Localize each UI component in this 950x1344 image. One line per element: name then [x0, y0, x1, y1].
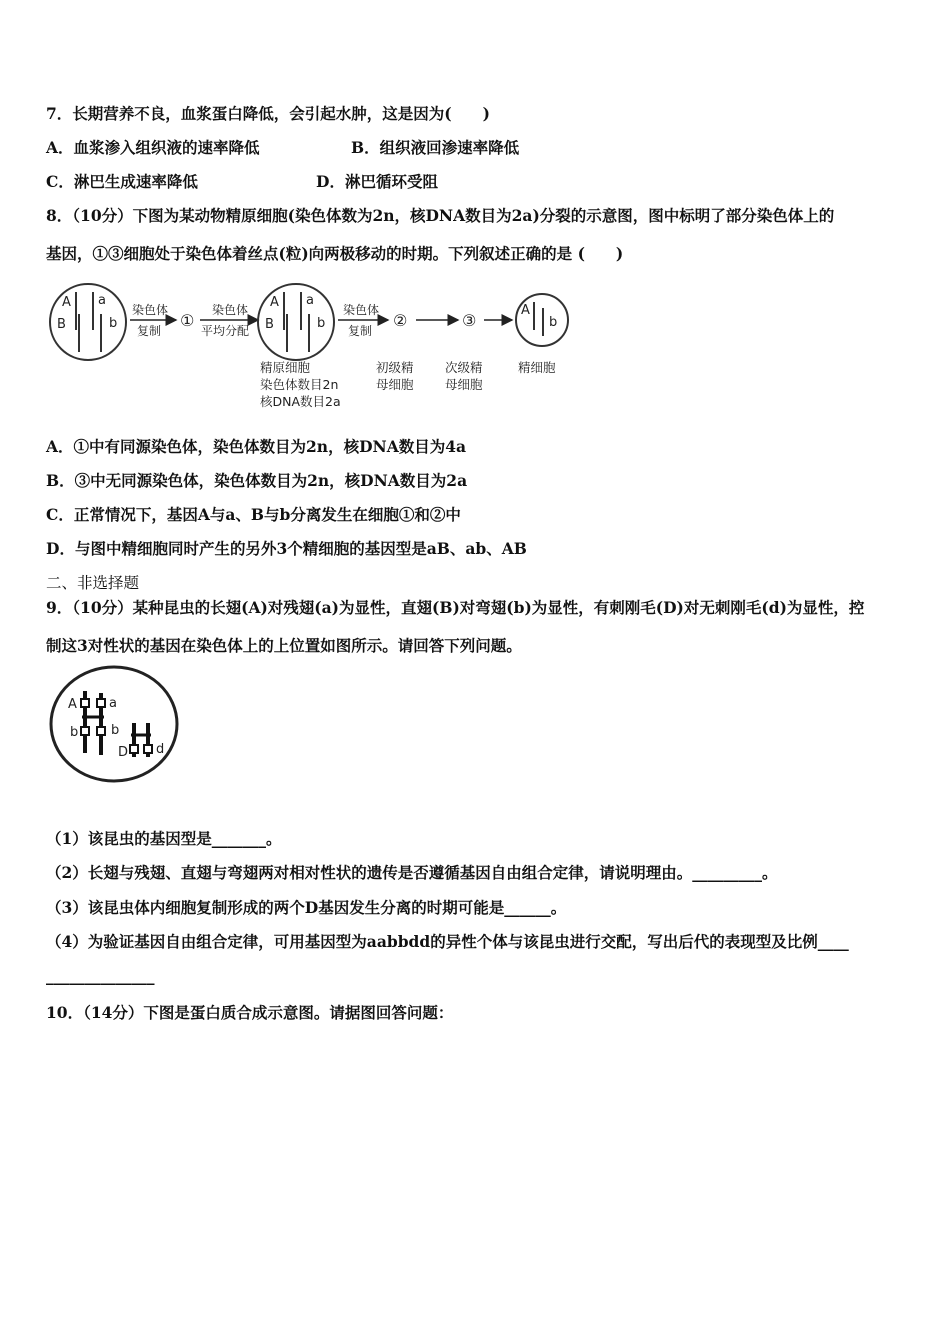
gene-D-label: D: [118, 745, 129, 760]
cell-1-label: ①: [180, 311, 195, 330]
gene-a-label-q9: a: [109, 696, 117, 711]
arrow3-bottom-label: 复制: [348, 324, 373, 338]
gene-A-label-q9: A: [68, 697, 77, 712]
q8-stem-line2: 基因，①③细胞处于染色体着丝点(粒)向两极移动的时期。下列叙述正确的是 ( ): [46, 244, 624, 263]
gene-b-left-label: b: [70, 725, 79, 740]
q7-option-b: B．组织液回渗速率降低: [351, 138, 520, 157]
q9-stem-line2: 制这3对性状的基因在染色体上的上位置如图所示。请回答下列问题。: [46, 636, 522, 655]
q7-option-a: A．血浆渗入组织液的速率降低: [46, 138, 260, 157]
q10-stem: 10．（14分）下图是蛋白质合成示意图。请据图回答问题：: [46, 1003, 454, 1022]
gene-d-label: d: [156, 742, 165, 757]
q8-option-a: A．①中有同源染色体，染色体数目为2n，核DNA数目为4a: [46, 437, 467, 456]
gene-b-label: b: [109, 316, 118, 331]
label-spermatogonium: 精原细胞: [260, 360, 311, 375]
label-sperm: 精细胞: [518, 360, 556, 375]
gene-b-right-label: b: [111, 723, 120, 738]
gene-a-label: a: [98, 293, 106, 308]
cell-2-label: ②: [393, 311, 408, 330]
arrow1-bottom-label: 复制: [137, 324, 162, 338]
q9-part-4: （4）为验证基因自由组合定律，可用基因型为aabbdd的异性个体与该昆虫进行交配，写出后代的表现型及比例____: [46, 932, 849, 951]
gene-A-label: A: [62, 295, 71, 310]
label-primary-line1: 初级精: [376, 360, 414, 375]
q9-part-1: （1）该昆虫的基因型是_______。: [46, 829, 282, 848]
q8-cell-division-diagram: [46, 280, 586, 415]
gene-b-label-2: b: [317, 316, 326, 331]
arrow1-top-label: 染色体: [132, 303, 169, 317]
q8-option-c: C．正常情况下，基因A与a、B与b分离发生在细胞①和②中: [46, 505, 461, 524]
q7-option-c: C．淋巴生成速率降低: [46, 172, 198, 191]
label-dna-count: 核DNA数目2a: [260, 394, 341, 409]
q8-stem-line1: 8．（10分）下图为某动物精原细胞(染色体数为2n，核DNA数目为2a)分裂的示意图，图中标明了部分染色体上的: [46, 206, 835, 225]
arrow3-top-label: 染色体: [343, 303, 380, 317]
arrow2-top-label: 染色体: [212, 303, 249, 317]
q7-option-d: D．淋巴循环受阻: [316, 172, 438, 191]
q9-part-4-answer-blank: ______________: [46, 966, 155, 985]
q9-chromosome-diagram: [48, 665, 182, 785]
q9-stem-line1: 9．（10分）某种昆虫的长翅(A)对残翅(a)为显性，直翅(B)对弯翅(b)为显性，有刺刚毛(D)对无刺刚毛(d)为显性，控: [46, 598, 865, 617]
gene-B-label: B: [57, 317, 66, 332]
q8-option-d: D．与图中精细胞同时产生的另外3个精细胞的基因型是aB、ab、AB: [46, 539, 527, 558]
q9-part-2: （2）长翅与残翅、直翅与弯翅两对相对性状的遗传是否遵循基因自由组合定律，请说明理由。_________。: [46, 863, 778, 882]
q8-option-b: B．③中无同源染色体，染色体数目为2n，核DNA数目为2a: [46, 471, 468, 490]
label-primary-line2: 母细胞: [376, 377, 414, 392]
arrow2-bottom-label: 平均分配: [201, 324, 250, 338]
section-heading: 二、非选择题: [46, 574, 140, 592]
gene-A-label-2: A: [270, 295, 279, 310]
sperm-gene-b-label: b: [549, 315, 558, 330]
label-secondary-line1: 次级精: [445, 360, 483, 375]
sperm-gene-A-label: A: [521, 303, 530, 318]
label-secondary-line2: 母细胞: [445, 377, 483, 392]
gene-B-label-2: B: [265, 317, 274, 332]
q9-part-3: （3）该昆虫体内细胞复制形成的两个D基因发生分离的时期可能是______。: [46, 898, 567, 917]
cell-3-label: ③: [462, 311, 477, 330]
gene-a-label-2: a: [306, 293, 314, 308]
q7-stem: 7．长期营养不良，血浆蛋白降低，会引起水肿，这是因为( ): [46, 104, 490, 123]
label-chromosome-count: 染色体数目2n: [260, 377, 339, 392]
